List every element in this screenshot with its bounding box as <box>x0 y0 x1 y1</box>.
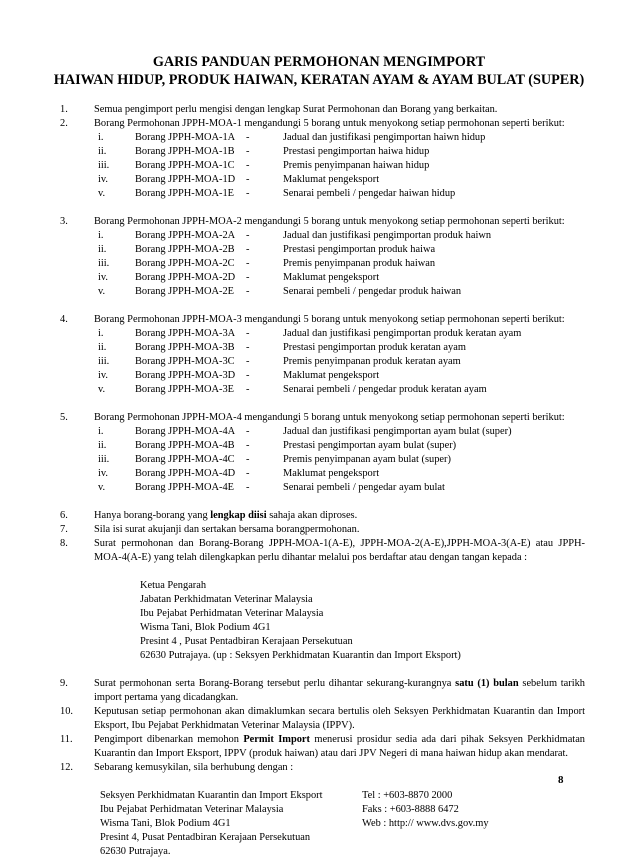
form-dash: - <box>246 356 250 367</box>
form-list-item <box>94 257 585 271</box>
item-3 <box>60 215 585 229</box>
item-number: 12. <box>60 762 73 773</box>
item-text <box>94 733 585 761</box>
item-6 <box>60 509 585 523</box>
text-run: Pengimport dibenarkan memohon <box>94 734 244 745</box>
form-roman: i. <box>98 132 104 143</box>
contact-line: Tel : +603-8870 2000 <box>362 790 453 801</box>
form-list-item <box>94 355 585 369</box>
item-number: 11. <box>60 734 73 745</box>
item-5 <box>60 411 585 425</box>
form-dash: - <box>246 482 250 493</box>
form-code: Borang JPPH-MOA-3A <box>135 328 236 339</box>
form-desc: Jadual dan justifikasi pengimportan ayam bulat (super) <box>283 426 512 437</box>
item-text: Borang Permohonan JPPH-MOA-2 mengandungi 5 borang untuk menyokong setiap permohonan seperti berikut: <box>94 216 565 227</box>
form-list-item <box>94 173 585 187</box>
form-desc: Maklumat pengeksport <box>283 370 380 381</box>
form-desc: Prestasi pengimportan haiwa hidup <box>283 146 430 157</box>
item-1 <box>60 103 585 117</box>
form-roman: i. <box>98 426 104 437</box>
form-dash: - <box>246 454 250 465</box>
form-dash: - <box>246 384 250 395</box>
item-text: Borang Permohonan JPPH-MOA-4 mengandungi 5 borang untuk menyokong setiap permohonan seperti berikut: <box>94 412 565 423</box>
bold-text: lengkap diisi <box>210 510 267 521</box>
form-desc: Jadual dan justifikasi pengimportan produk keratan ayam <box>283 328 522 339</box>
form-desc: Jadual dan justifikasi pengimportan produk haiwn <box>283 230 492 241</box>
form-roman: ii. <box>98 244 107 255</box>
form-roman: iii. <box>98 454 110 465</box>
address-line: Jabatan Perkhidmatan Veterinar Malaysia <box>140 594 313 605</box>
form-sections <box>60 117 585 509</box>
item-12 <box>60 761 585 775</box>
form-dash: - <box>246 286 250 297</box>
bold-text: Permit Import <box>243 734 310 745</box>
contact-details <box>362 789 572 831</box>
form-roman: ii. <box>98 146 107 157</box>
text-run: Hanya borang-borang yang <box>94 510 211 521</box>
form-list-item <box>94 243 585 257</box>
form-code: Borang JPPH-MOA-1B <box>135 146 235 157</box>
form-desc: Senarai pembeli / pengedar haiwan hidup <box>283 188 456 199</box>
form-desc: Jadual dan justifikasi pengimportan haiwn hidup <box>283 132 486 143</box>
form-list-item <box>94 369 585 383</box>
item-number: 5. <box>60 412 68 423</box>
text-run: sebelum tarikh import pertama yang dicadangkan. <box>94 678 585 703</box>
form-code: Borang JPPH-MOA-3B <box>135 342 235 353</box>
address-line: Wisma Tani, Blok Podium 4G1 <box>100 818 231 829</box>
contact-address <box>100 789 350 859</box>
contact-line: Web : http:// www.dvs.gov.my <box>362 818 489 829</box>
address-line: Seksyen Perkhidmatan Kuarantin dan Import Eksport <box>100 790 323 801</box>
form-code: Borang JPPH-MOA-2B <box>135 244 235 255</box>
form-desc: Maklumat pengeksport <box>283 174 380 185</box>
item-text <box>94 677 585 705</box>
form-dash: - <box>246 370 250 381</box>
item-text: Borang Permohonan JPPH-MOA-1 mengandungi 5 borang untuk menyokong setiap permohonan seperti berikut: <box>94 118 565 129</box>
item-8 <box>60 537 585 565</box>
form-list-item <box>94 271 585 285</box>
form-roman: i. <box>98 230 104 241</box>
address-line: 62630 Putrajaya. <box>100 846 171 857</box>
form-dash: - <box>246 258 250 269</box>
form-desc: Premis penyimpanan ayam bulat (super) <box>283 454 451 465</box>
contact-line: Faks : +603-8888 6472 <box>362 804 459 815</box>
item-11 <box>60 733 585 761</box>
form-roman: iv. <box>98 174 109 185</box>
form-code: Borang JPPH-MOA-4A <box>135 426 236 437</box>
text-run: Surat permohonan serta Borang-Borang tersebut perlu dihantar sekurang-kurangnya <box>94 678 456 689</box>
form-desc: Maklumat pengeksport <box>283 272 380 283</box>
item-7 <box>60 523 585 537</box>
form-roman: v. <box>98 188 106 199</box>
form-list-item <box>94 145 585 159</box>
form-code: Borang JPPH-MOA-3C <box>135 356 235 367</box>
form-roman: iii. <box>98 160 110 171</box>
form-code: Borang JPPH-MOA-1E <box>135 188 235 199</box>
form-dash: - <box>246 328 250 339</box>
form-dash: - <box>246 188 250 199</box>
item-number: 9. <box>60 678 68 689</box>
form-dash: - <box>246 174 250 185</box>
document-title-line1: GARIS PANDUAN PERMOHONAN MENGIMPORT <box>152 54 486 70</box>
form-desc: Prestasi pengimportan ayam bulat (super) <box>283 440 457 451</box>
form-list-item <box>94 327 585 341</box>
form-roman: i. <box>98 328 104 339</box>
item-text: Sila isi surat akujanji dan sertakan bersama borangpermohonan. <box>94 524 360 535</box>
form-list-item <box>94 453 585 467</box>
form-dash: - <box>246 146 250 157</box>
form-desc: Prestasi pengimportan produk keratan ayam <box>283 342 466 353</box>
form-list-item <box>94 383 585 397</box>
item-number: 4. <box>60 314 68 325</box>
form-code: Borang JPPH-MOA-1A <box>135 132 236 143</box>
form-roman: iv. <box>98 468 109 479</box>
form-code: Borang JPPH-MOA-3E <box>135 384 235 395</box>
document-body <box>60 103 585 859</box>
item-text: Surat permohonan dan Borang-Borang JPPH-MOA-1(A-E), JPPH-MOA-2(A-E),JPPH-MOA-3(A-E) atau JPPH-MOA-4(A-E) yang telah dilengkapkan perlu dihantar melalui pos berdaftar atau dengan tangan kepada : <box>94 538 585 563</box>
page-number: 8 <box>558 774 564 786</box>
form-code: Borang JPPH-MOA-3D <box>135 370 236 381</box>
form-code: Borang JPPH-MOA-2C <box>135 258 235 269</box>
item-number: 7. <box>60 524 68 535</box>
form-desc: Prestasi pengimportan produk haiwa <box>283 244 436 255</box>
form-desc: Senarai pembeli / pengedar produk haiwan <box>283 286 462 297</box>
form-roman: v. <box>98 286 106 297</box>
form-list-item <box>94 467 585 481</box>
item-number: 1. <box>60 104 68 115</box>
item-number: 8. <box>60 538 68 549</box>
item-text: Keputusan setiap permohonan akan dimaklumkan secara bertulis oleh Seksyen Perkhidmatan Kuarantin dan Import Eksport, Ibu Pejabat Perkhidmatan Veterinar Malaysia (IPPV). <box>94 706 585 731</box>
address-line: Presint 4, Pusat Pentadbiran Kerajaan Persekutuan <box>100 832 311 843</box>
contact-block <box>100 789 585 859</box>
form-roman: ii. <box>98 342 107 353</box>
form-desc: Premis penyimpanan produk keratan ayam <box>283 356 461 367</box>
form-code: Borang JPPH-MOA-2E <box>135 286 235 297</box>
address-line: Wisma Tani, Blok Podium 4G1 <box>140 622 271 633</box>
item-2 <box>60 117 585 131</box>
form-code: Borang JPPH-MOA-1C <box>135 160 235 171</box>
item-text: Semua pengimport perlu mengisi dengan lengkap Surat Permohonan dan Borang yang berkaitan. <box>94 104 498 115</box>
form-desc: Senarai pembeli / pengedar produk keratan ayam <box>283 384 487 395</box>
form-code: Borang JPPH-MOA-4B <box>135 440 235 451</box>
form-dash: - <box>246 230 250 241</box>
form-roman: iv. <box>98 370 109 381</box>
address-line: Presint 4 , Pusat Pentadbiran Kerajaan Persekutuan <box>140 636 353 647</box>
form-list-item <box>94 425 585 439</box>
item-text: Borang Permohonan JPPH-MOA-3 mengandungi 5 borang untuk menyokong setiap permohonan seperti berikut: <box>94 314 565 325</box>
form-list-item <box>94 187 585 201</box>
form-list-item <box>94 229 585 243</box>
form-list-item <box>94 481 585 495</box>
mailing-address <box>140 579 585 663</box>
item-text: Sebarang kemusykilan, sila berhubung dengan : <box>94 762 294 773</box>
item-9 <box>60 677 585 705</box>
form-roman: iv. <box>98 272 109 283</box>
item-number: 2. <box>60 118 68 129</box>
form-roman: v. <box>98 384 106 395</box>
form-roman: iii. <box>98 356 110 367</box>
form-code: Borang JPPH-MOA-4C <box>135 454 235 465</box>
form-code: Borang JPPH-MOA-2A <box>135 230 236 241</box>
form-code: Borang JPPH-MOA-4E <box>135 482 235 493</box>
form-list-item <box>94 159 585 173</box>
form-desc: Premis penyimpanan haiwan hidup <box>283 160 430 171</box>
form-dash: - <box>246 244 250 255</box>
form-list-item <box>94 285 585 299</box>
item-number: 10. <box>60 706 73 717</box>
item-text <box>94 509 585 523</box>
form-code: Borang JPPH-MOA-1D <box>135 174 236 185</box>
item-4 <box>60 313 585 327</box>
item-number: 6. <box>60 510 68 521</box>
document-title-line2: HAIWAN HIDUP, PRODUK HAIWAN, KERATAN AYAM & AYAM BULAT (SUPER) <box>53 72 585 88</box>
form-dash: - <box>246 440 250 451</box>
text-run: sahaja akan diproses. <box>266 510 358 521</box>
form-roman: ii. <box>98 440 107 451</box>
form-list-item <box>94 439 585 453</box>
form-dash: - <box>246 342 250 353</box>
form-dash: - <box>246 132 250 143</box>
item-number: 3. <box>60 216 68 227</box>
form-dash: - <box>246 272 250 283</box>
address-line: Ibu Pejabat Perhidmatan Veterinar Malaysia <box>100 804 284 815</box>
form-desc: Premis penyimpanan produk haiwan <box>283 258 436 269</box>
form-roman: v. <box>98 482 106 493</box>
form-dash: - <box>246 426 250 437</box>
form-code: Borang JPPH-MOA-4D <box>135 468 236 479</box>
form-desc: Senarai pembeli / pengedar ayam bulat <box>283 482 445 493</box>
form-list-item <box>94 341 585 355</box>
form-roman: iii. <box>98 258 110 269</box>
address-line: 62630 Putrajaya. (up : Seksyen Perkhidmatan Kuarantin dan Import Eksport) <box>140 650 461 661</box>
form-desc: Maklumat pengeksport <box>283 468 380 479</box>
form-dash: - <box>246 160 250 171</box>
form-dash: - <box>246 468 250 479</box>
form-code: Borang JPPH-MOA-2D <box>135 272 236 283</box>
item-10 <box>60 705 585 733</box>
address-line: Ketua Pengarah <box>140 580 207 591</box>
bold-text: satu (1) bulan <box>455 678 519 689</box>
form-list-item <box>94 131 585 145</box>
text-run: menerusi prosidur sedia ada dari pihak Seksyen Perkhidmatan Kuarantin dan Import Eksport, IPPV (produk haiwan) atau dari JPV Negeri di mana haiwan hidup akan mendarat. <box>94 734 585 759</box>
address-line: Ibu Pejabat Perhidmatan Veterinar Malaysia <box>140 608 324 619</box>
